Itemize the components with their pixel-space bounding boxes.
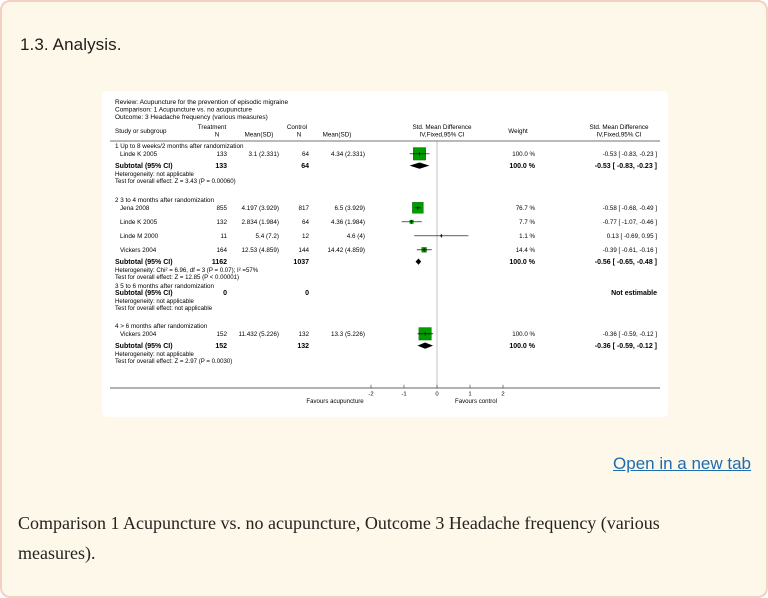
study-control-mean: 4.36 (1.984)	[331, 219, 365, 226]
study-weight: 1.1 %	[519, 233, 535, 240]
axis-tick-label: 2	[501, 391, 505, 398]
subtotal-label: Subtotal (95% CI)	[115, 343, 173, 350]
subtotal-weight: 100.0 %	[509, 343, 535, 350]
study-control-n: 12	[301, 233, 309, 240]
subtotal-effect-text: Not estimable	[611, 290, 657, 297]
study-effect-text: -0.53 [ -0.83, -0.23 ]	[602, 151, 657, 158]
subtotal-weight: 100.0 %	[509, 259, 535, 266]
study-treatment-mean: 2.834 (1.984)	[241, 219, 279, 226]
overall-effect-note: Test for overall effect: not applicable	[115, 305, 213, 312]
group-label: 1 Up to 8 weeks/2 months after randomization	[115, 143, 244, 150]
study-treatment-mean: 12.53 (4.859)	[241, 247, 279, 254]
study-treatment-n: 132	[216, 219, 227, 226]
group-label: 3 5 to 6 months after randomization	[115, 283, 215, 290]
study-treatment-mean: 3.1 (2.331)	[248, 151, 279, 158]
subtotal-diamond	[416, 259, 422, 265]
study-treatment-n: 164	[216, 247, 227, 254]
col-control-n-header: N	[296, 131, 302, 139]
col-smd-text-subheader: IV,Fixed,95% CI	[596, 131, 642, 139]
subtotal-treatment-n: 0	[223, 290, 227, 297]
study-control-mean: 14.42 (4.859)	[327, 247, 365, 254]
comparison-line: Comparison: 1 Acupuncture vs. no acupuncture	[115, 106, 252, 114]
study-weight: 14.4 %	[515, 247, 535, 254]
group-label: 4 > 6 months after randomization	[115, 323, 208, 330]
subtotal-diamond	[410, 163, 430, 169]
study-treatment-mean: 4.197 (3.929)	[241, 205, 279, 212]
overall-effect-note: Test for overall effect: Z = 12.85 (P < 0.00001)	[115, 274, 240, 281]
study-effect-text: -0.39 [ -0.61, -0.16 ]	[602, 247, 657, 254]
study-control-n: 64	[301, 219, 309, 226]
study-control-n: 144	[298, 247, 309, 254]
col-treatment-n-header: N	[214, 131, 220, 139]
study-control-mean: 4.6 (4)	[346, 233, 365, 240]
col-control-mean-header: Mean(SD)	[322, 131, 352, 139]
overall-effect-note: Test for overall effect: Z = 3.43 (P = 0.00060)	[115, 178, 236, 185]
subtotal-control-n: 0	[305, 290, 309, 297]
study-treatment-n: 133	[216, 151, 227, 158]
study-treatment-n: 855	[216, 205, 227, 212]
favours-right-label: Favours control	[455, 398, 497, 405]
study-control-mean: 4.34 (2.331)	[331, 151, 365, 158]
study-control-mean: 6.5 (3.929)	[334, 205, 365, 212]
col-control-header: Control	[286, 124, 308, 131]
group-label: 2 3 to 4 months after randomization	[115, 197, 215, 204]
study-control-n: 132	[298, 331, 309, 338]
subtotal-label: Subtotal (95% CI)	[115, 259, 173, 266]
figure-caption: Comparison 1 Acupuncture vs. no acupuncture, Outcome 3 Headache frequency (various measures).	[18, 513, 660, 563]
subtotal-control-n: 64	[301, 163, 309, 170]
subtotal-control-n: 1037	[293, 259, 309, 266]
col-study-header: Study or subgroup	[115, 128, 167, 135]
overall-effect-note: Test for overall effect: Z = 2.97 (P = 0.0030)	[115, 358, 233, 365]
axis-tick-label: 1	[468, 391, 472, 398]
axis-tick-label: -1	[401, 391, 407, 398]
subtotal-effect-text: -0.36 [ -0.59, -0.12 ]	[594, 343, 657, 350]
study-weight: 100.0 %	[512, 151, 535, 158]
heterogeneity-note: Heterogeneity: not applicable	[115, 171, 194, 178]
study-name: Linde K 2005	[120, 151, 158, 158]
study-control-mean: 13.3 (5.226)	[331, 331, 365, 338]
study-treatment-mean: 11.432 (5.226)	[238, 331, 279, 338]
open-new-tab-link[interactable]: Open in a new tab	[613, 454, 751, 473]
study-control-n: 817	[298, 205, 309, 212]
study-name: Linde K 2005	[120, 219, 158, 226]
study-effect-text: 0.13 [ -0.69, 0.95 ]	[606, 233, 657, 240]
study-treatment-mean: 5.4 (7.2)	[255, 233, 279, 240]
subtotal-treatment-n: 133	[215, 163, 227, 170]
study-weight: 76.7 %	[515, 205, 535, 212]
study-effect-text: -0.58 [ -0.68, -0.49 ]	[602, 205, 657, 212]
subtotal-effect-text: -0.53 [ -0.83, -0.23 ]	[594, 163, 657, 170]
col-smd-plot-subheader: IV,Fixed,95% CI	[419, 131, 465, 139]
heterogeneity-note: Heterogeneity: not applicable	[115, 351, 194, 358]
study-name: Vickers 2004	[120, 331, 157, 338]
forest-plot-figure	[102, 91, 668, 417]
study-weight: 100.0 %	[512, 331, 535, 338]
study-effect-text: -0.36 [ -0.59, -0.12 ]	[602, 331, 657, 338]
subtotal-control-n: 132	[297, 343, 309, 350]
heterogeneity-note: Heterogeneity: Chi² = 6.96, df = 3 (P = 0.07); I² =57%	[115, 267, 259, 274]
subtotal-weight: 100.0 %	[509, 163, 535, 170]
review-line: Review: Acupuncture for the prevention of episodic migraine	[115, 99, 289, 106]
subtotal-effect-text: -0.56 [ -0.65, -0.48 ]	[594, 259, 657, 266]
study-name: Jena 2008	[120, 205, 150, 212]
col-weight-header: Weight	[508, 128, 528, 135]
axis-tick-label: -2	[368, 391, 374, 398]
study-control-n: 64	[301, 151, 309, 158]
subtotal-label: Subtotal (95% CI)	[115, 163, 173, 170]
subtotal-label: Subtotal (95% CI)	[115, 290, 173, 297]
heterogeneity-note: Heterogeneity: not applicable	[115, 298, 194, 305]
subtotal-treatment-n: 1162	[211, 259, 227, 266]
col-treatment-mean-header: Mean(SD)	[244, 131, 274, 139]
study-treatment-n: 152	[216, 331, 227, 338]
study-name: Vickers 2004	[120, 247, 157, 254]
study-name: Linde M 2000	[120, 233, 159, 240]
axis-tick-label: 0	[435, 391, 439, 398]
favours-left-label: Favours acupuncture	[306, 398, 364, 405]
section-heading: 1.3. Analysis.	[20, 35, 122, 54]
col-smd-text-header: Std. Mean Difference	[589, 124, 649, 131]
forest-plot-image	[102, 91, 668, 417]
col-treatment-header: Treatment	[197, 124, 227, 131]
col-smd-plot-header: Std. Mean Difference	[412, 124, 472, 131]
subtotal-treatment-n: 152	[215, 343, 227, 350]
study-treatment-n: 11	[220, 233, 227, 240]
subtotal-diamond	[418, 343, 434, 349]
study-weight: 7.7 %	[519, 219, 535, 226]
outcome-line: Outcome: 3 Headache frequency (various measures)	[115, 114, 268, 121]
study-effect-text: -0.77 [ -1.07, -0.46 ]	[602, 219, 657, 226]
